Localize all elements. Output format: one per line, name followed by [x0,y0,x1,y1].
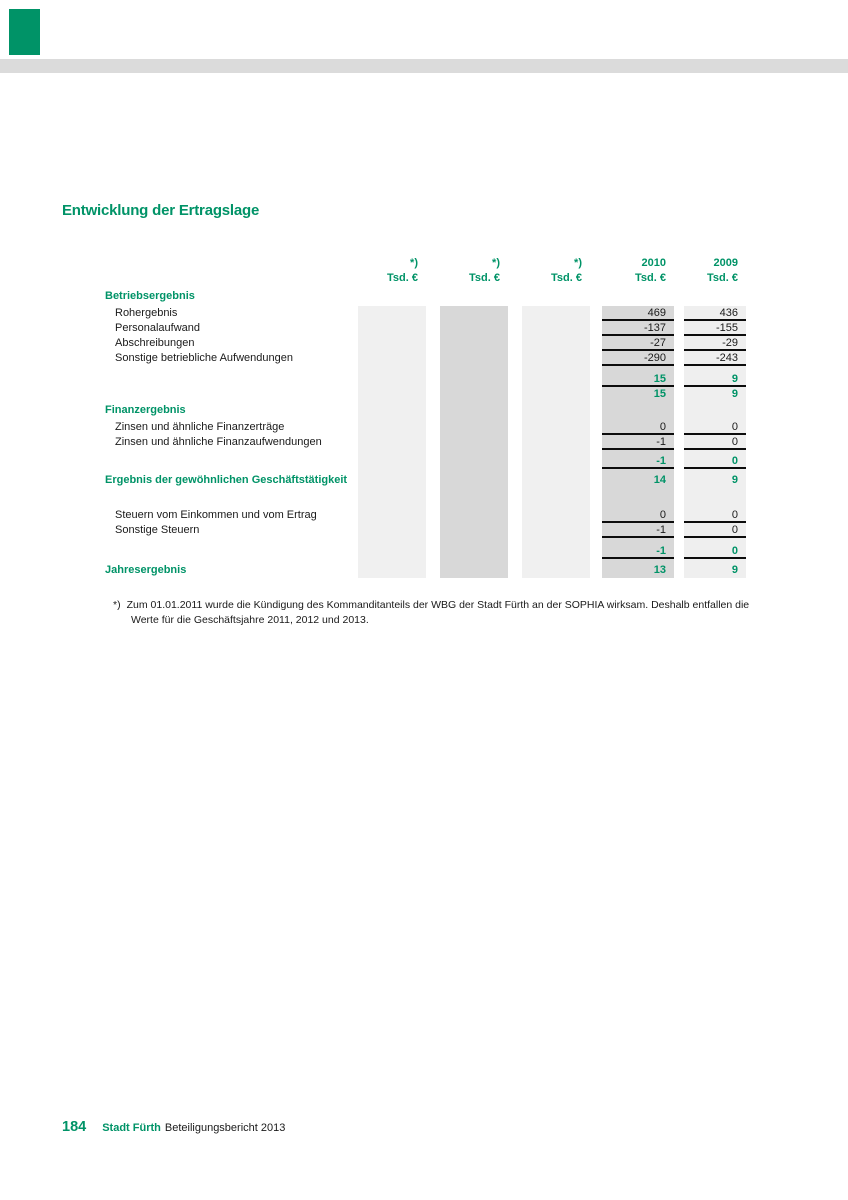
empty-cell [522,372,590,387]
value-cell: 9 [731,474,738,486]
table-row [105,321,746,336]
table-row [105,454,746,469]
column-year-header: *) [410,257,418,269]
column-gap [508,372,522,387]
column-gap [426,544,440,559]
value-cell: -1 [602,523,674,538]
column-gap [508,435,522,450]
column-gap [426,306,440,321]
footnote-text: Zum 01.01.2011 wurde die Kündigung des Kommanditanteils der WBG der Stadt Fürth an der SOPHIA wirksam. Deshalb entfallen die Werte für die Geschäftsjahre 2011, 2012 und 2013. [126,599,750,626]
empty-cell [440,563,508,578]
column-gap [674,387,684,402]
value-cell: 9 [731,388,738,400]
column-gap [426,372,440,387]
row-label: Sonstige betriebliche Aufwendungen [115,352,293,364]
empty-cell [522,336,590,351]
empty-cell [522,321,590,336]
row-label [105,544,358,559]
column-gap [590,454,602,469]
column-unit-header: Tsd. € [551,272,582,284]
empty-cell [358,563,426,578]
table-body [105,288,746,578]
column-gap [508,544,522,559]
column-gap [426,271,440,288]
row-label: Sonstige Steuern [115,524,200,536]
empty-cell [358,544,426,559]
column-gap [590,387,602,402]
column-unit-header: Tsd. € [469,272,500,284]
column-gap [508,271,522,288]
empty-cell [440,351,508,366]
footer-brand: Stadt Fürth [102,1122,161,1134]
column-year-header: *) [574,257,582,269]
row-label [105,372,358,387]
value-cell: 13 [653,564,666,576]
row-label: Jahresergebnis [105,564,187,576]
column-gap [674,321,684,336]
empty-cell [358,387,426,402]
page-footer [62,1119,285,1135]
empty-cell [440,454,508,469]
column-gap [426,256,440,271]
column-gap [426,420,440,435]
empty-cell [522,508,590,523]
column-gap [590,544,602,559]
value-cell: -1 [602,544,674,559]
empty-cell [440,372,508,387]
column-gap [426,508,440,523]
column-gap [508,387,522,402]
table-row [105,351,746,366]
column-gap [590,256,602,271]
empty-cell [358,523,426,538]
column-gap [508,508,522,523]
column-gap [508,336,522,351]
column-gap [674,372,684,387]
value-cell: 0 [684,435,746,450]
empty-cell [358,372,426,387]
column-gap [426,336,440,351]
column-gap [590,508,602,523]
value-cell: -29 [684,336,746,351]
column-gap [590,321,602,336]
row-label [105,387,358,402]
value-cell: 0 [684,523,746,538]
column-gap [590,563,602,578]
empty-cell [440,435,508,450]
column-gap [426,387,440,402]
value-cell: 15 [653,388,666,400]
value-cell: 15 [602,372,674,387]
empty-cell [440,336,508,351]
row-label: Abschreibungen [115,337,195,349]
value-cell: 436 [684,306,746,321]
row-label: Ergebnis der gewöhnlichen Geschäftstätigkeit [105,474,348,486]
column-gap [674,473,684,488]
row-label: Rohergebnis [115,307,178,319]
empty-cell [358,351,426,366]
empty-cell [522,387,590,402]
column-gap [508,306,522,321]
row-label: Zinsen und ähnliche Finanzaufwendungen [115,436,322,448]
column-gap [426,473,440,488]
value-cell: -27 [602,336,674,351]
row-gap [105,488,746,508]
column-gap [426,435,440,450]
value-cell: 9 [731,564,738,576]
column-gap [674,420,684,435]
column-gap [674,544,684,559]
table-row [105,563,746,578]
column-gap [590,336,602,351]
column-gap [426,454,440,469]
empty-cell [440,387,508,402]
column-gap [426,563,440,578]
value-cell: 469 [602,306,674,321]
empty-cell [522,435,590,450]
value-cell: 0 [684,420,746,435]
column-gap [426,351,440,366]
empty-cell [440,473,508,488]
column-year-header: 2009 [713,257,738,269]
empty-cell [440,523,508,538]
table-row [105,288,746,306]
column-unit-header: Tsd. € [707,272,738,284]
column-gap [508,420,522,435]
row-label: Zinsen und ähnliche Finanzerträge [115,421,285,433]
table-row [105,473,746,488]
footnote-marker: *) [113,599,121,611]
page-number: 184 [62,1119,87,1135]
table-row [105,336,746,351]
column-gap [508,563,522,578]
table-row [105,544,746,559]
empty-cell [358,306,426,321]
table-header-units [105,271,746,288]
header-divider-bar [0,59,848,73]
row-label: Steuern vom Einkommen und vom Ertrag [115,509,317,521]
earnings-table [105,256,746,578]
empty-cell [358,420,426,435]
empty-cell [358,473,426,488]
table-row [105,435,746,450]
column-gap [590,306,602,321]
column-gap [508,256,522,271]
column-gap [674,508,684,523]
footer-report-title: Beteiligungsbericht 2013 [164,1122,286,1134]
column-gap [590,523,602,538]
column-gap [590,271,602,288]
page-title: Entwicklung der Ertragslage [62,202,260,219]
row-label [105,454,358,469]
value-cell: -137 [602,321,674,336]
empty-cell [440,306,508,321]
column-gap [508,523,522,538]
empty-cell [358,321,426,336]
value-cell: -243 [684,351,746,366]
empty-cell [440,508,508,523]
column-gap [508,454,522,469]
table-row [105,523,746,538]
column-gap [674,435,684,450]
footnote [113,598,773,627]
column-unit-header: Tsd. € [387,272,418,284]
empty-cell [522,306,590,321]
table-header-years [105,256,746,271]
empty-cell [522,544,590,559]
column-gap [426,321,440,336]
table-row [105,372,746,387]
column-gap [674,563,684,578]
value-cell: -1 [602,435,674,450]
empty-cell [358,336,426,351]
column-year-header: *) [492,257,500,269]
value-cell: -290 [602,351,674,366]
column-gap [674,256,684,271]
column-gap [674,336,684,351]
column-gap [590,473,602,488]
value-cell: -155 [684,321,746,336]
table-row [105,402,746,420]
column-gap [674,351,684,366]
row-label: Betriebsergebnis [105,290,195,302]
table-row [105,508,746,523]
value-cell: 0 [684,508,746,523]
value-cell: 0 [602,420,674,435]
table-row [105,387,746,402]
empty-cell [358,454,426,469]
empty-cell [522,420,590,435]
empty-cell [358,435,426,450]
empty-cell [440,544,508,559]
column-gap [508,473,522,488]
value-cell: 0 [602,508,674,523]
column-gap [674,523,684,538]
row-label: Personalaufwand [115,322,201,334]
column-gap [590,372,602,387]
header-label-spacer [105,271,358,288]
empty-cell [522,454,590,469]
empty-cell [522,523,590,538]
empty-cell [440,321,508,336]
column-gap [508,321,522,336]
column-unit-header: Tsd. € [635,272,666,284]
value-cell: 0 [684,454,746,469]
value-cell: 0 [684,544,746,559]
column-gap [674,271,684,288]
column-gap [426,523,440,538]
value-cell: -1 [602,454,674,469]
column-gap [590,435,602,450]
column-gap [674,306,684,321]
header-label-spacer [105,256,358,271]
column-gap [674,454,684,469]
table-row [105,306,746,321]
empty-cell [522,473,590,488]
column-year-header: 2010 [641,257,666,269]
empty-cell [522,351,590,366]
empty-cell [522,563,590,578]
empty-cell [440,420,508,435]
column-gap [590,420,602,435]
brand-color-block [9,9,40,55]
table-row [105,420,746,435]
empty-cell [358,508,426,523]
column-gap [508,351,522,366]
row-label: Finanzergebnis [105,404,186,416]
value-cell: 9 [684,372,746,387]
value-cell: 14 [653,474,666,486]
column-gap [590,351,602,366]
